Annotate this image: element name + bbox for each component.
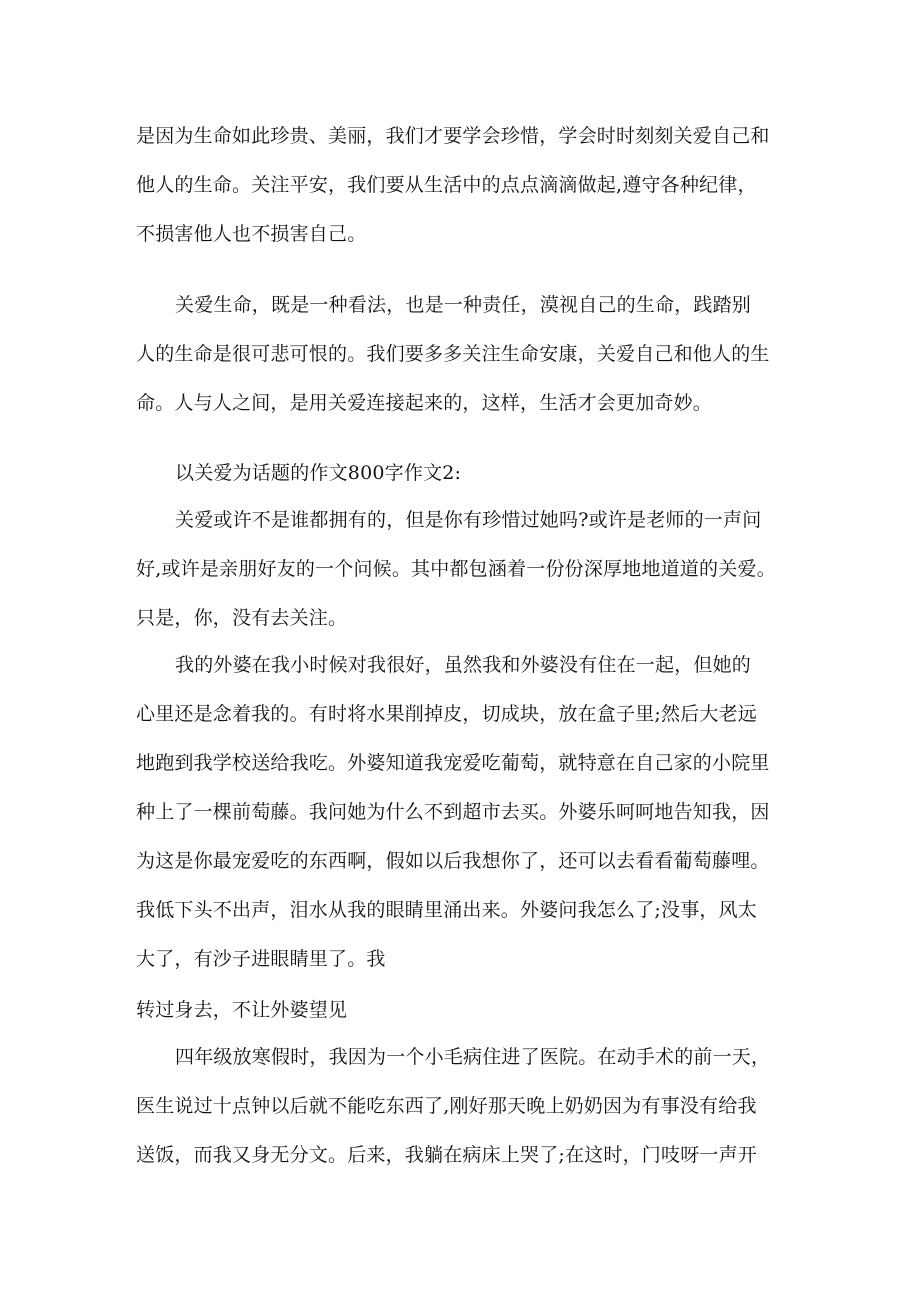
text-line: 不损害他人也不损害自己。 <box>136 223 367 245</box>
text-line: 我的外婆在我小时候对我很好，虽然我和外婆没有住在一起，但她的 <box>175 654 752 676</box>
text-line: 是因为生命如此珍贵、美丽，我们才要学会珍惜，学会时时刻刻关爱自己和 <box>136 125 770 147</box>
text-line: 心里还是念着我的。有时将水果削掉皮，切成块，放在盒子里;然后大老远 <box>136 703 758 725</box>
text-line: 转过身去，不让外婆望见 <box>136 999 348 1021</box>
text-line: 命。人与人之间，是用关爱连接起来的，这样，生活才会更加奇妙。 <box>136 392 713 414</box>
text-line: 我低下头不出声，泪水从我的眼睛里涌出来。外婆问我怎么了;没事，风太 <box>136 899 758 921</box>
text-line: 关爱或许不是谁都拥有的，但是你有珍惜过她吗?或许是老师的一声问 <box>175 509 762 531</box>
text-line: 为这是你最宠爱吃的东西啊，假如以后我想你了，还可以去看看葡萄藤哩。 <box>136 850 770 872</box>
text-line: 人的生命是很可悲可恨的。我们要多多关注生命安康，关爱自己和他人的生 <box>136 343 770 365</box>
text-line: 好,或许是亲朋好友的一个问候。其中都包涵着一份份深厚地地道道的关爱。 <box>136 558 776 580</box>
text-line: 送饭，而我又身无分文。后来，我躺在病床上哭了;在这时，门吱呀一声开 <box>136 1144 758 1166</box>
text-line: 地跑到我学校送给我吃。外婆知道我宠爱吃葡萄，就特意在自己家的小院里 <box>136 752 770 774</box>
text-line: 种上了一棵前萄藤。我问她为什么不到超市去买。外婆乐呵呵地告知我，因 <box>136 801 770 823</box>
text-line: 关爱生命，既是一种看法，也是一种责任，漠视自己的生命，践踏别 <box>175 294 752 316</box>
text-line: 只是，你，没有去关注。 <box>136 607 348 629</box>
text-line: 四年级放寒假时，我因为一个小毛病住进了医院。在动手术的前一天， <box>175 1046 771 1068</box>
text-line: 医生说过十点钟以后就不能吃东西了,刚好那天晚上奶奶因为有事没有给我 <box>136 1095 757 1117</box>
text-line: 大了，有沙子进眼睛里了。我 <box>136 948 386 970</box>
text-line: 他人的生命。关注平安，我们要从生活中的点点滴滴做起,遵守各种纪律， <box>136 174 757 196</box>
section-heading: 以关爱为话题的作文800字作文2: <box>175 462 462 484</box>
